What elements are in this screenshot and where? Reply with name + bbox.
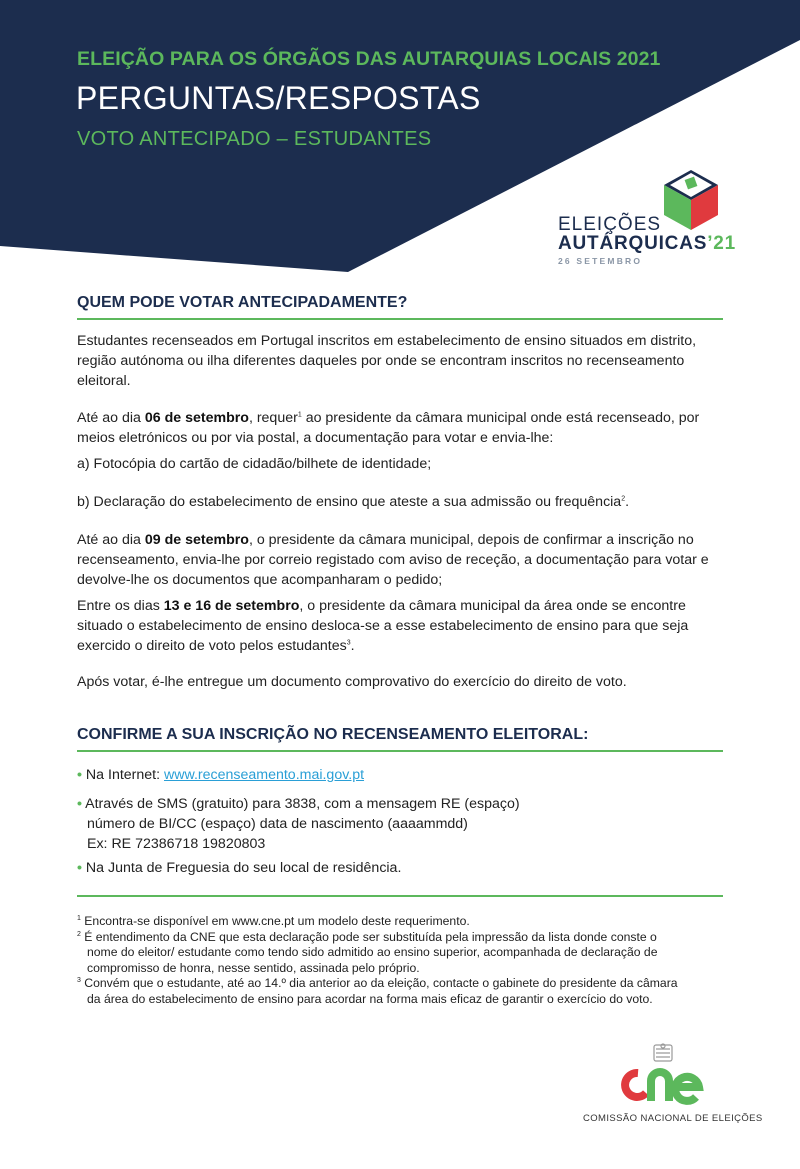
bullet-icon: •: [77, 767, 82, 783]
paragraph-eligibility: Estudantes recenseados em Portugal inscritos em estabelecimento de ensino situados em distrito, região autónoma ou ilha diferentes daqueles por onde se encontram inscritos no recenseamento eleitoral.: [77, 333, 697, 389]
cne-label: COMISSÃO NACIONAL DE ELEIÇÕES: [583, 1113, 763, 1124]
footnote-divider: [77, 895, 723, 897]
paragraph-documents-deadline: Até ao dia 09 de setembro, o presidente da câmara municipal, depois de confirmar a inscrição no recenseamento, envia-lhe por correio registado com aviso de receção, a documentação para votar e devolve-lhe os documentos que acompanharam o pedido;: [77, 532, 709, 588]
section-heading-confirm-registration: CONFIRME A SUA INSCRIÇÃO NO RECENSEAMENTO ELEITORAL:: [77, 726, 589, 743]
paragraph-request-deadline: Até ao dia 06 de setembro, requer$^1$ ao presidente da câmara municipal onde está recenseado, por meios eletrónicos ou por via postal, a documentação para votar e envia-lhe:: [77, 410, 700, 446]
document-subtitle: PERGUNTAS/RESPOSTAS: [76, 80, 481, 116]
paragraph-voting-days: Entre os dias 13 e 16 de setembro, o presidente da câmara municipal da área onde se encontre situado o estabelecimento de ensino desloca-se a esse estabelecimento de ensino para que seja exercido o direito de voto pelos estudantes$^3$.: [77, 598, 689, 654]
logo-text-date: 26 SETEMBRO: [558, 256, 643, 266]
section-heading-who-can-vote: QUEM PODE VOTAR ANTECIPADAMENTE?: [77, 294, 408, 311]
footnote-2: $^2$ É entendimento da CNE que esta declaração pode ser substituída pela impressão da lista donde conste o nome do eleitor/ estudante como tendo sido admitido ao ensino superior, acompanhada de declaração de compromisso de honra, nesse sentido, assinada pelo próprio.: [77, 929, 658, 975]
section-divider: [77, 318, 723, 320]
paragraph-after-voting: Após votar, é-lhe entregue um documento comprovativo do exercício do direito de voto.: [77, 674, 627, 690]
paragraph-item-b: b) Declaração do estabelecimento de ensino que ateste a sua admissão ou frequência$^2$.: [77, 494, 630, 510]
paragraph-item-a: a) Fotocópia do cartão de cidadão/bilhete de identidade;: [77, 456, 432, 472]
logo-text-eleicoes: ELEIÇÕES: [558, 214, 662, 235]
section-divider: [77, 750, 723, 752]
bullet-icon: •: [77, 860, 82, 876]
list-item-internet: • Na Internet: www.recenseamento.mai.gov.pt: [77, 767, 365, 783]
document-topic: VOTO ANTECIPADO – ESTUDANTES: [77, 128, 432, 150]
recenseamento-link[interactable]: www.recenseamento.mai.gov.pt: [164, 767, 365, 783]
list-item-sms: • Através de SMS (gratuito) para 3838, com a mensagem RE (espaço) número de BI/CC (espaço) data de nascimento (aaaammdd) Ex: RE 72386718 19820803: [77, 796, 520, 852]
footnote-1: $^1$ Encontra-se disponível em www.cne.pt um modelo deste requerimento.: [77, 914, 470, 928]
cne-logo-icon: [618, 1043, 708, 1111]
document-title: ELEIÇÃO PARA OS ÓRGÃOS DAS AUTARQUIAS LOCAIS 2021: [77, 48, 661, 70]
ballot-box-logo-icon: [662, 168, 720, 230]
list-item-junta: • Na Junta de Freguesia do seu local de residência.: [77, 860, 402, 876]
footnote-3: $^3$ Convém que o estudante, até ao 14.º dia anterior ao da eleição, contacte o gabinete do presidente da câmara da área do estabelecimento de ensino para acordar na forma mais eficaz de garantir o exercício do voto.: [77, 976, 678, 1006]
bullet-icon: •: [77, 796, 82, 812]
footnotes: [77, 914, 732, 1007]
logo-text-autarquicas: AUTÁRQUICAS’21: [558, 233, 737, 254]
